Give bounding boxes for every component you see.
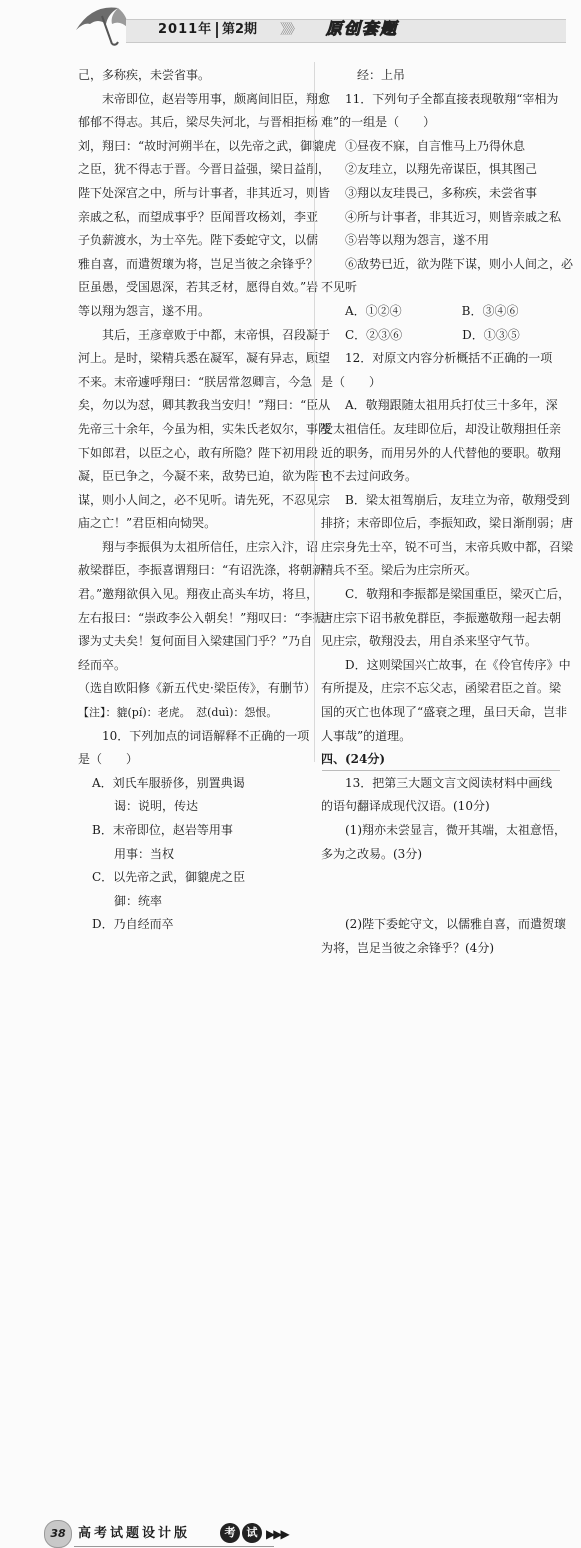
text-line: 四、(24分) [321,752,386,767]
text-line: 矣，勿以为怼，卿其教我当安归！”翔曰：“臣从 [78,398,331,413]
text-line: 下如郎君，以臣之心，敢有所隐？陛下初用段 [78,445,319,460]
text-line: ⑤岩等以翔为怨言，遂不用 [345,233,490,248]
magazine-name: 高考试题设计版 [78,1526,191,1541]
text-line: 谒：说明，传达 [114,799,199,814]
text-line: 子负薪渡水，为士卒先。陛下委蛇守文，以儒 [78,233,319,248]
text-line: 亲戚之私，而望成事乎？臣闻晋攻杨刘，李亚 [78,209,319,224]
text-line: A．刘氏车服骄侈，别置典谒 [92,775,245,790]
header-arrows-icon: 》》》 [280,22,299,38]
text-line: C．以先帝之武，御貔虎之臣 [92,870,246,885]
text-line: 雅自喜，而遣贺瓌为将，岂足当彼之余锋乎？ [78,256,319,271]
text-line: ③翔以友珪畏己，多称疾，未尝省事 [345,185,538,200]
text-line: 谋，则小人间之，必不见听。请先死，不忍见宗 [78,492,331,507]
text-line: 臣虽愚，受国恩深，若其乏材，愿得自效。”岩 [78,280,319,295]
text-line: 为将，岂足当彼之余锋乎？(4分) [321,940,494,955]
text-line [321,866,559,890]
text-line: B．末帝即位，赵岩等用事 [92,823,233,837]
column-divider [314,62,315,762]
text-line: 左右报曰：“崇政李公入朝矣！”翔叹曰：“李振 [78,610,325,625]
text-line: A．敬翔跟随太祖用兵打仗三十多年，深 [345,398,558,413]
text-line: 12．对原文内容分析概括不正确的一项 [345,351,553,366]
text-line: 10．下列加点的词语解释不正确的一项 [102,728,310,743]
text-line: 见庄宗，敬翔没去，用自杀来坚守气节。 [321,634,538,649]
text-line: 精兵不至。梁后为庄宗所灭。 [321,563,478,578]
text-line: 庄宗身先士卒，锐不可当，末帝兵败中都，召梁 [321,539,574,554]
text-line: (1)翔亦未尝显言，微开其端，太祖意悟， [345,823,566,837]
footer-tag-kao: 考 [220,1523,240,1543]
footer-arrows-icon: ▶▶▶ [266,1527,288,1541]
text-line: 11．下列句子全都直接表现敬翔“宰相为 [345,91,559,106]
text-line: 不见听 [321,280,358,295]
text-line: C．敬翔和李振都是梁国重臣，梁灭亡后， [345,587,571,602]
text-line: 不来。末帝遽呼翔曰：“朕居常忽卿言，今急 [78,374,313,389]
footer-tag-shi: 试 [242,1523,262,1543]
text-line: 有所提及，庄宗不忘父志，函梁君臣之首。梁 [321,681,562,696]
text-line: ②友珪立，以翔先帝谋臣，惧其图己 [345,162,538,177]
text-line: 先帝三十余年，今虽为相，实朱氏老奴尔，事陛 [78,421,331,436]
text-line: 谬为丈夫矣！复何面目入梁建国门乎？”乃自 [78,634,313,649]
issue-year: 2011年 [158,22,213,37]
text-line: 也不去过问政务。 [321,469,418,484]
text-line: 人事哉”的道理。 [321,728,412,743]
text-line: 经：上吊 [357,68,406,82]
text-line: 刘，翔曰：“故时河朔半在，以先帝之武，御貔虎 [78,138,337,153]
umbrella-logo-icon [72,2,132,46]
text-line: 唐庄宗下诏书赦免群臣，李振邀敬翔一起去朝 [321,610,562,625]
text-line: 排挤；末帝即位后，李振知政，梁日渐削弱；唐 [321,516,574,531]
text-line: 【注】：貔(pí)：老虎。 怼(duì)：怨恨。 [78,706,278,720]
text-line: B．梁太祖驾崩后，友珪立为帝，敬翔受到 [345,492,570,507]
text-line: (2)陛下委蛇守文，以儒雅自喜，而遣贺瓌 [345,917,566,932]
issue-number: 第2期 [222,22,258,37]
text-line: 国的灭亡也体现了“盛衰之理，虽曰天命，岂非 [321,705,568,720]
text-line: （选自欧阳修《新五代史·梁臣传》，有删节） [78,681,316,696]
text-line: 等以翔为怨言，遂不用。 [78,303,211,318]
text-line: 庙之亡！”君臣相向恸哭。 [78,516,217,531]
text-line: 多为之改易。(3分) [321,846,422,861]
text-line: 陛下处深宫之中，所与计事者，非其近习，则皆 [78,185,331,200]
right-column [321,64,574,961]
text-line: 己，多称疾，未尝省事。 [78,68,211,82]
left-column [78,64,337,937]
text-line: 的语句翻译成现代汉语。(10分) [321,799,490,814]
text-line: 之臣，犹不得志于晋。今晋日益强，梁日益削， [78,162,331,177]
header-separator [216,22,218,38]
page-number: 38 [44,1520,72,1548]
text-line: 是（ ） [321,374,382,389]
text-line: 近的职务，而用另外的人代替他的要职。敬翔 [321,445,562,460]
text-line: 用事：当权 [114,846,175,861]
text-line: 翔与李振俱为太祖所信任，庄宗入汴，诏 [102,539,319,554]
text-line: ①昼夜不寐，自言惟马上乃得休息 [345,138,526,153]
text-line [321,890,559,914]
text-line: 君。”邀翔欲俱入见。翔夜止高头车坊，将旦， [78,587,319,602]
text-line: A．①②④ B．③④⑥ [345,303,519,318]
footer-underline [74,1546,274,1547]
text-line: 河上。是时，梁精兵悉在凝军，凝有异志，顾望 [78,351,331,366]
text-line: 郁郁不得志。其后，梁尽失河北，与晋相拒杨 [78,115,319,130]
text-line: 凝，臣已争之，今凝不来，敌势已迫，欲为陛下 [78,469,331,484]
text-line: 是（ ） [78,752,139,767]
section-title: 原创套题 [326,19,399,38]
text-line: 13．把第三大题文言文阅读材料中画线 [345,775,553,790]
text-line: D．这则梁国兴亡故事，在《伶官传序》中 [345,657,571,672]
text-line: 经而卒。 [78,657,127,672]
text-line: ④所与计事者，非其近习，则皆亲戚之私 [345,209,562,224]
text-line: 御：统率 [114,893,163,908]
text-line: 难”的一组是（ ） [321,115,436,130]
page-header [0,0,581,44]
text-line: C．②③⑥ D．①③⑤ [345,327,520,342]
text-line: D．乃自经而卒 [92,917,174,932]
text-line: 受太祖信任。友珪即位后，却没让敬翔担任亲 [321,421,562,436]
text-line: ⑥敌势已近，欲为陛下谋，则小人间之，必 [345,256,574,271]
text-line: 其后，王彦章败于中都，末帝惧，召段凝于 [102,327,331,342]
text-line: 赦梁群臣，李振喜谓翔曰：“有诏洗涤，将朝新 [78,563,325,578]
text-line: 末帝即位，赵岩等用事，颇离间旧臣，翔愈 [102,91,331,106]
